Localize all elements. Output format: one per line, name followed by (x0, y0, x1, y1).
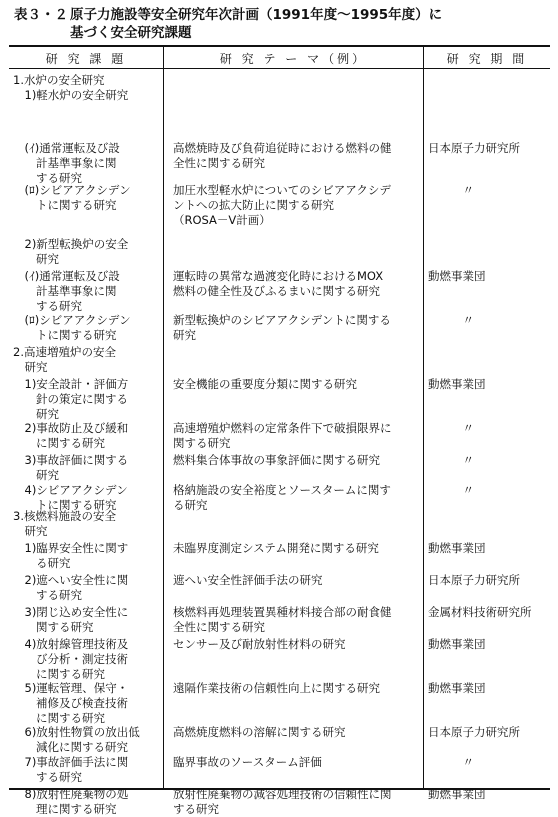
research-institution: 動燃事業団 (428, 269, 486, 283)
research-theme: 遮へい安全性評価手法の研究 (173, 573, 323, 587)
research-topic: (ｲ)通常運転及び設 計基準事象に関 する研究 (24, 269, 120, 313)
table-number: 表３・２ (14, 7, 68, 23)
research-institution: 〃 (428, 453, 474, 467)
research-institution: 動燃事業団 (428, 541, 486, 555)
research-topic: 2)事故防止及び緩和 に関する研究 (24, 421, 129, 450)
research-institution: 日本原子力研究所 (428, 725, 520, 739)
research-institution: 〃 (428, 755, 474, 769)
research-topic: 3.核燃料施設の安全 研究 (13, 509, 116, 538)
title-line-1: 原子力施設等安全研究年次計画（1991年度〜1995年度）に (70, 7, 443, 23)
title-line-2: 基づく安全研究課題 (70, 25, 192, 41)
research-topic: 3)事故評価に関する 研究 (24, 453, 129, 482)
research-institution: 動燃事業団 (428, 787, 486, 801)
research-theme: 新型転換炉のシビアアクシデントに関する 研究 (173, 313, 391, 342)
research-topic: 4)シビアアクシデン トに関する研究 (24, 483, 128, 512)
research-institution: 日本原子力研究所 (428, 141, 520, 155)
research-theme: 遠隔作業技術の信頼性向上に関する研究 (173, 681, 380, 695)
research-topic: 2.高速増殖炉の安全 研究 (13, 345, 116, 374)
header-theme: 研 究 テ ー マ（例） (219, 52, 368, 66)
research-theme: 核燃料再処理装置異種材料接合部の耐食健 全性に関する研究 (173, 605, 392, 634)
research-theme: 臨界事故のソースターム評価 (173, 755, 322, 769)
research-topic: 1)安全設計・評価方 針の策定に関する 研究 (24, 377, 129, 421)
research-institution: 動燃事業団 (428, 637, 486, 651)
research-topic: 1)臨界安全性に関す る研究 (24, 541, 129, 570)
header-topic: 研 究 課 題 (45, 52, 127, 66)
research-topic: (ﾛ)シビアアクシデン トに関する研究 (24, 313, 131, 342)
research-topic: 1.水炉の安全研究 1)軽水炉の安全研究 (13, 73, 129, 102)
research-topic: 8)放射性廃棄物の処 理に関する研究 (24, 787, 129, 816)
research-theme: センサー及び耐放射性材料の研究 (173, 637, 346, 651)
table-header (9, 47, 550, 69)
column-divider (163, 47, 164, 788)
research-theme: 未臨界度測定システム開発に関する研究 (173, 541, 379, 555)
research-topic: 3)閉じ込め安全性に 関する研究 (24, 605, 129, 634)
research-institution: 〃 (428, 183, 474, 197)
research-institution: 〃 (428, 483, 474, 497)
research-institution: 日本原子力研究所 (428, 573, 520, 587)
research-theme: 安全機能の重要度分類に関する研究 (173, 377, 357, 391)
research-institution: 金属材料技術研究所 (428, 605, 532, 619)
research-theme: 放射性廃棄物の減容処理技術の信頼性に関 する研究 (173, 787, 392, 816)
research-institution: 動燃事業団 (428, 681, 486, 695)
research-theme: 高燃焼度燃料の溶解に関する研究 (173, 725, 346, 739)
research-theme: 運転時の異常な過渡変化時におけるMOX 燃料の健全性及びふるまいに関する研究 (173, 269, 384, 298)
research-theme: 加圧水型軽水炉についてのシビアアクシデ ントへの拡大防止に関する研究 （ROSA－Ⅴ計画） (173, 183, 391, 227)
research-theme: 高燃焼時及び負荷追従時における燃料の健 全性に関する研究 (173, 141, 392, 170)
research-institution: 動燃事業団 (428, 377, 486, 391)
research-topic: 2)新型転換炉の安全 研究 (24, 237, 129, 266)
table-title (14, 6, 550, 42)
research-institution: 〃 (428, 313, 474, 327)
research-topic: 4)放射線管理技術及 び分析・測定技術 に関する研究 (24, 637, 129, 681)
research-theme: 高速増殖炉燃料の定常条件下で破損限界に 関する研究 (173, 421, 392, 450)
research-topic: 7)事故評価手法に関 する研究 (24, 755, 129, 784)
research-institution: 〃 (428, 421, 474, 435)
research-topic: 2)遮へい安全性に関 する研究 (24, 573, 129, 602)
research-theme: 燃料集合体事故の事象評価に関する研究 (173, 453, 380, 467)
research-topic: (ﾛ)シビアアクシデン トに関する研究 (24, 183, 131, 212)
header-institution: 研 究 期 間 (446, 52, 528, 66)
research-topic: (ｲ)通常運転及び設 計基準事象に関 する研究 (24, 141, 120, 185)
research-table (9, 45, 550, 816)
research-theme: 格納施設の安全裕度とソースタームに関す る研究 (173, 483, 391, 512)
research-topic: 5)運転管理、保守・ 補修及び検査技術 に関する研究 (24, 681, 129, 725)
research-topic: 6)放射性物質の放出低 減化に関する研究 (24, 725, 140, 754)
